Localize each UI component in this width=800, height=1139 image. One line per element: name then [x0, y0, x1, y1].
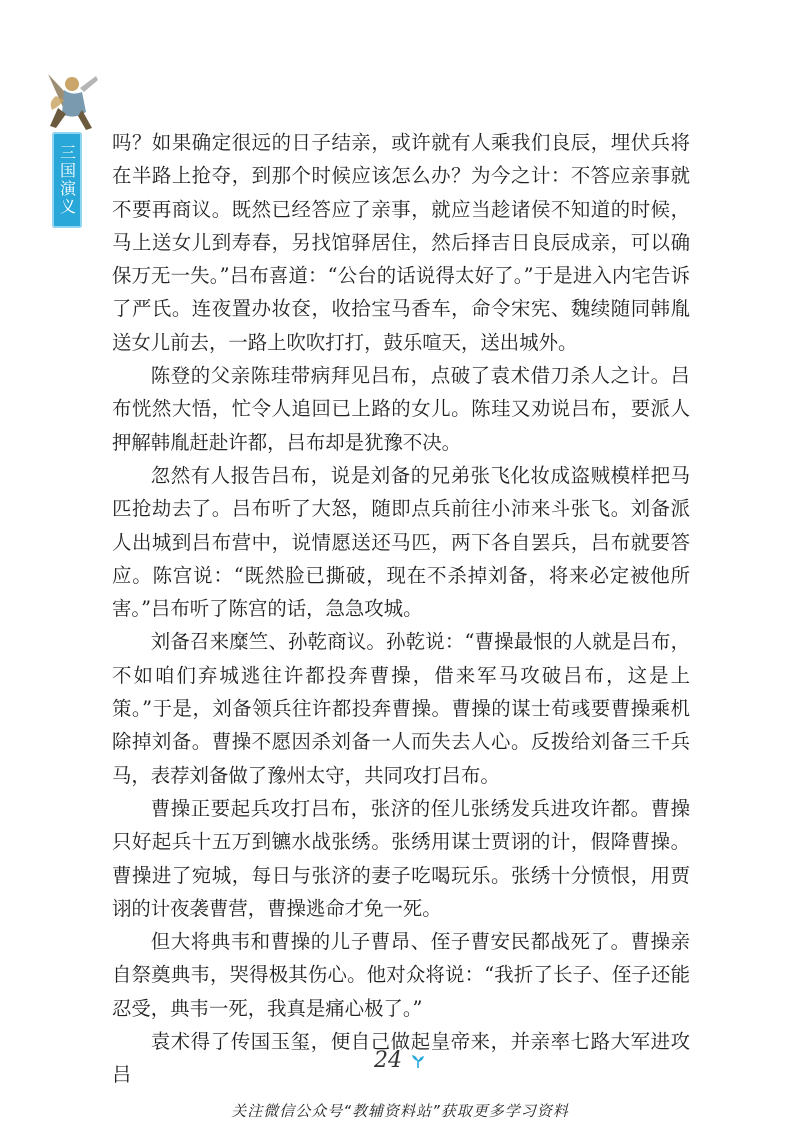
- paragraph: 陈登的父亲陈珪带病拜见吕布，点破了袁术借刀杀人之计。吕布恍然大悟，忙令人追回已上路的女儿。陈珪又劝说吕布，要派人押解韩胤赶赴许都，吕布却是犹豫不决。: [112, 364, 690, 454]
- paragraph: 袁术得了传国玉玺，便自己做起皇帝来，并亲率七路大军进攻吕: [112, 1030, 690, 1087]
- paragraph: 但大将典韦和曹操的儿子曹昂、侄子曹安民都战死了。曹操亲自祭奠典韦，哭得极其伤心。他对众将说：“我折了长子、侄子还能忍受，典韦一死，我真是痛心极了。”: [112, 930, 690, 1020]
- paragraph: 刘备召来糜竺、孙乾商议。孙乾说：“曹操最恨的人就是吕布，不如咱们弃城逃往许都投奔曹操，借来军马攻破吕布，这是上策。”于是，刘备领兵往许都投奔曹操。曹操的谋士荀彧要曹操乘机除掉刘备。曹操不愿因杀刘备一人而失去人心。反拨给刘备三千兵马，表荐刘备做了豫州太守，共同攻打吕布。: [112, 630, 690, 787]
- warrior-figure-icon: [38, 66, 102, 136]
- paragraph: 吗？如果确定很远的日子结亲，或许就有人乘我们良辰，埋伏兵将在半路上抢夺，到那个时候应该怎么办？为今之计：不答应亲事就不要再商议。既然已经答应了亲事，就应当趁诸侯不知道的时候，马上送女儿到寿春，另找馆驿居住，然后择吉日良辰成亲，可以确保万无一失。”吕布喜道：“公台的话说得太好了。”于是进入内宅告诉了严氏。连夜置办妆奁，收拾宝马香车，命令宋宪、魏续随同韩胤送女儿前去，一路上吹吹打打，鼓乐喧天，送出城外。: [112, 131, 690, 354]
- series-tab: [52, 132, 82, 228]
- body-text: [112, 126, 690, 1092]
- footer-note: 关注微信公众号“教辅资料站”获取更多学习资料: [231, 1102, 569, 1120]
- page-number-area: [0, 1048, 800, 1073]
- sprout-icon: [410, 1053, 426, 1069]
- page-number: 24: [374, 1048, 402, 1073]
- paragraph: 忽然有人报告吕布，说是刘备的兄弟张飞化妆成盗贼模样把马匹抢劫去了。吕布听了大怒，随即点兵前往小沛来斗张飞。刘备派人出城到吕布营中，说情愿送还马匹，两下各自罢兵，吕布就要答应。陈宫说：“既然脸已撕破，现在不杀掉刘备，将来必定被他所害。”吕布听了陈宫的话，急急攻城。: [112, 463, 690, 621]
- paragraph: 曹操正要起兵攻打吕布，张济的侄儿张绣发兵进攻许都。曹操只好起兵十五万到镳水战张绣。张绣用谋士贾诩的计，假降曹操。曹操进了宛城，每日与张济的妻子吃喝玩乐。张绣十分愤恨，用贾诩的计夜袭曹营，曹操逃命才免一死。: [112, 796, 690, 920]
- series-tab-label: 三国演义: [57, 144, 77, 216]
